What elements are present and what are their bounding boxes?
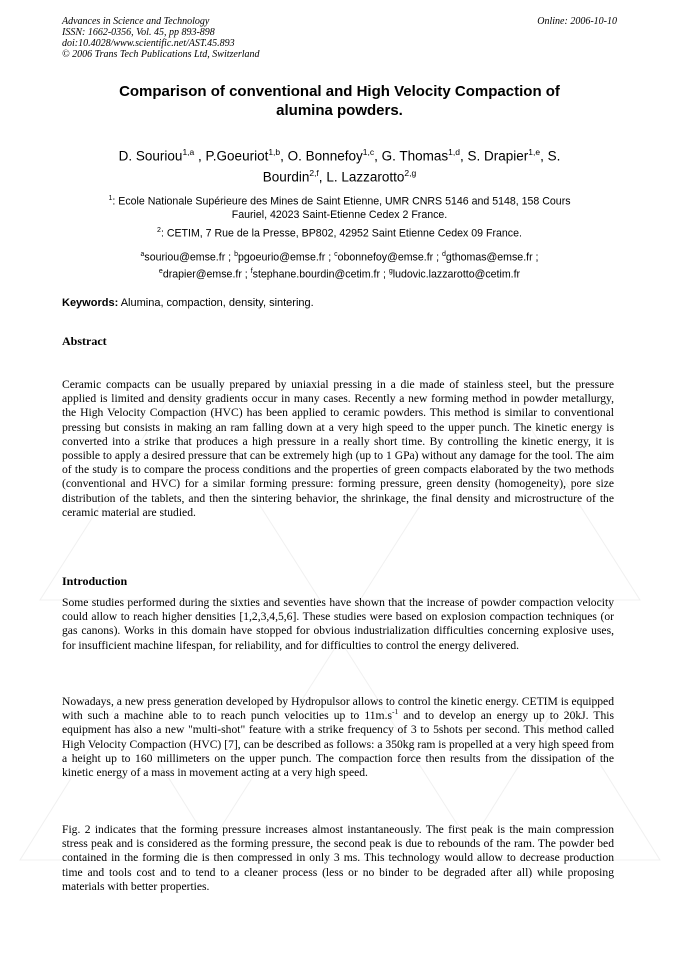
author-name: G. Thomas: [381, 148, 449, 164]
affiliation-1: $^1$: Ecole Nationale Supérieure des Mines de Saint Etienne, UMR CNRS 5146 and 5148, 158 Cours Fauriel, 42023 Saint-Etienne Cedex 2 France.: [108, 195, 571, 221]
abstract-heading: Abstract: [62, 334, 107, 348]
issn-line: ISSN: 1662-0356, Vol. 45, pp 893-898: [62, 27, 215, 38]
author-sup: 1,b: [268, 147, 281, 157]
author-sup: 1,d: [448, 147, 460, 157]
email-link: obonnefoy@emse.fr ;: [337, 251, 442, 264]
introduction-heading: Introduction: [62, 574, 128, 588]
author-list: [62, 144, 617, 185]
doi-line: doi:10.4028/www.scientific.net/AST.45.893: [62, 38, 235, 49]
email-link: stephane.bourdin@cetim.fr ;: [252, 268, 389, 281]
journal-header: [62, 16, 617, 60]
author-sup: 1,c: [362, 147, 375, 157]
email-link: souriou@emse.fr ;: [144, 251, 235, 264]
email-link: ludovic.lazzarotto@cetim.fr: [392, 268, 521, 281]
author-line-1: D. Souriou$^{1,a}$ , P.Goeuriot$^{1,b}$, O. Bonnefoy$^{1,c}$, G. Thomas$^{1,d}$, S. Drapier$^{1,e}$, S.: [118, 147, 561, 164]
author-name: S. Drapier: [467, 148, 529, 164]
author-sup: 1,e: [528, 147, 541, 157]
author-sup: 1,a: [182, 147, 195, 157]
author-name: D. Souriou: [118, 148, 183, 164]
paper-title: [62, 82, 617, 120]
keywords-text: Alumina, compaction, density, sintering.: [118, 297, 314, 309]
intro-paragraph-3: Fig. 2 indicates that the forming pressure increases almost instantaneously. The first peak is the main compression stress peak and is considered as the forming pressure, the second peak is due to rebounds of the ram. The powder bed contained in the forming die is then compressed in only 3 ms. This technology would allow to decrease production time and tools cost and to tend to a cleaner process (less or no binder to be degraded after all) while proposing materials with better properties.: [62, 823, 614, 893]
intro-paragraph-1: Some studies performed during the sixties and seventies have shown that the increase of powder compaction velocity could allow to reach higher densities [1,2,3,4,5,6]. These studies were based on explosion compaction techniques (or gas canons). Works in this domain have stopped for obvious industrialization difficulties concerning explosive uses, for insufficient machine lifespan, for reliability, and for difficulties to control the energy delivered.: [62, 596, 614, 652]
author-line-2: Bourdin$^{2,f}$, L. Lazzarotto$^{2,g}$: [262, 167, 417, 184]
author-sup: 2,f: [309, 167, 319, 178]
author-name: O. Bonnefoy: [287, 148, 363, 164]
email-link: gthomas@emse.fr ;: [445, 251, 539, 264]
email-link: drapier@emse.fr ;: [162, 268, 251, 281]
title-line-2: alumina powders.: [276, 102, 403, 119]
title-line-1: Comparison of conventional and High Velocity Compaction of: [119, 83, 560, 100]
author-sup: 2,g: [404, 167, 417, 178]
journal-name: Advances in Science and Technology: [62, 16, 210, 27]
intro-paragraph-2: Nowadays, a new press generation developed by Hydropulsor allows to control the kinetic energy. CETIM is equipped with such a machine able to to reach punch velocities up to $11m.s^{-1}$ and to develop an energy up to 20kJ. This equipment has also a new "multi-shot" feature with a strike frequency of 3 to 5shots per second. This method called High Velocity Compaction (HVC) [7], can be described as follows: a 350kg ram is propelled at a very high speed from a height up to 160 millimeters on the upper punch. The compaction force then results from the dissipation of the kinetic energy of a mass in movement acting at a very high speed.: [62, 695, 615, 780]
email-list: $^a$souriou@emse.fr ; $^b$pgoeurio@emse.fr ; $^c$obonnefoy@emse.fr ; $^d$gthomas@emse.fr ; $^e$drapier@emse.fr ; $^f$stephane.bourdin@cetim.fr ; $^g$ludovic.lazzarotto@cetim.fr: [140, 251, 539, 281]
online-date: Online: 2006-10-10: [537, 16, 617, 27]
author-name: P.Goeuriot: [205, 148, 269, 164]
author-name: L. Lazzarotto: [326, 169, 405, 184]
keywords-label: Keywords:: [62, 297, 119, 309]
copyright-line: © 2006 Trans Tech Publications Ltd, Switzerland: [62, 49, 260, 60]
keywords-line: [62, 296, 617, 310]
affiliation-2: $^2$: CETIM, 7 Rue de la Presse, BP802, 42952 Saint Etienne Cedex 09 France.: [157, 227, 522, 240]
abstract-paragraph: Ceramic compacts can be usually prepared by uniaxial pressing in a die made of stainless steel, but the pressure applied is limited and density gradients occur in many cases. Recently a new forming method in powder metallurgy, the High Velocity Compaction (HVC) has been applied to ceramic powders. This method is similar to conventional pressing but consists in making an ram falling down at a very high speed to the upper punch. The kinetic energy is converted into a strike that produces a high pressure in a really short time. By controlling the kinetic energy, it is possible to apply a desired pressure that can be extremely high (up to 1 GPa) without any damage for the tool. The aim of the study is to compare the process conditions and the properties of green compacts elaborated by the two methods (conventional and HVC) for a similar forming pressure: forming pressure, green density (homogeneity), pore size distribution of the tablets, and then the sintering behavior, the shrinkage, the final density and microstructure of the ceramic material are studied.: [62, 378, 614, 519]
author-name: Bourdin: [262, 169, 310, 184]
email-link: pgoeurio@emse.fr ;: [237, 251, 335, 264]
